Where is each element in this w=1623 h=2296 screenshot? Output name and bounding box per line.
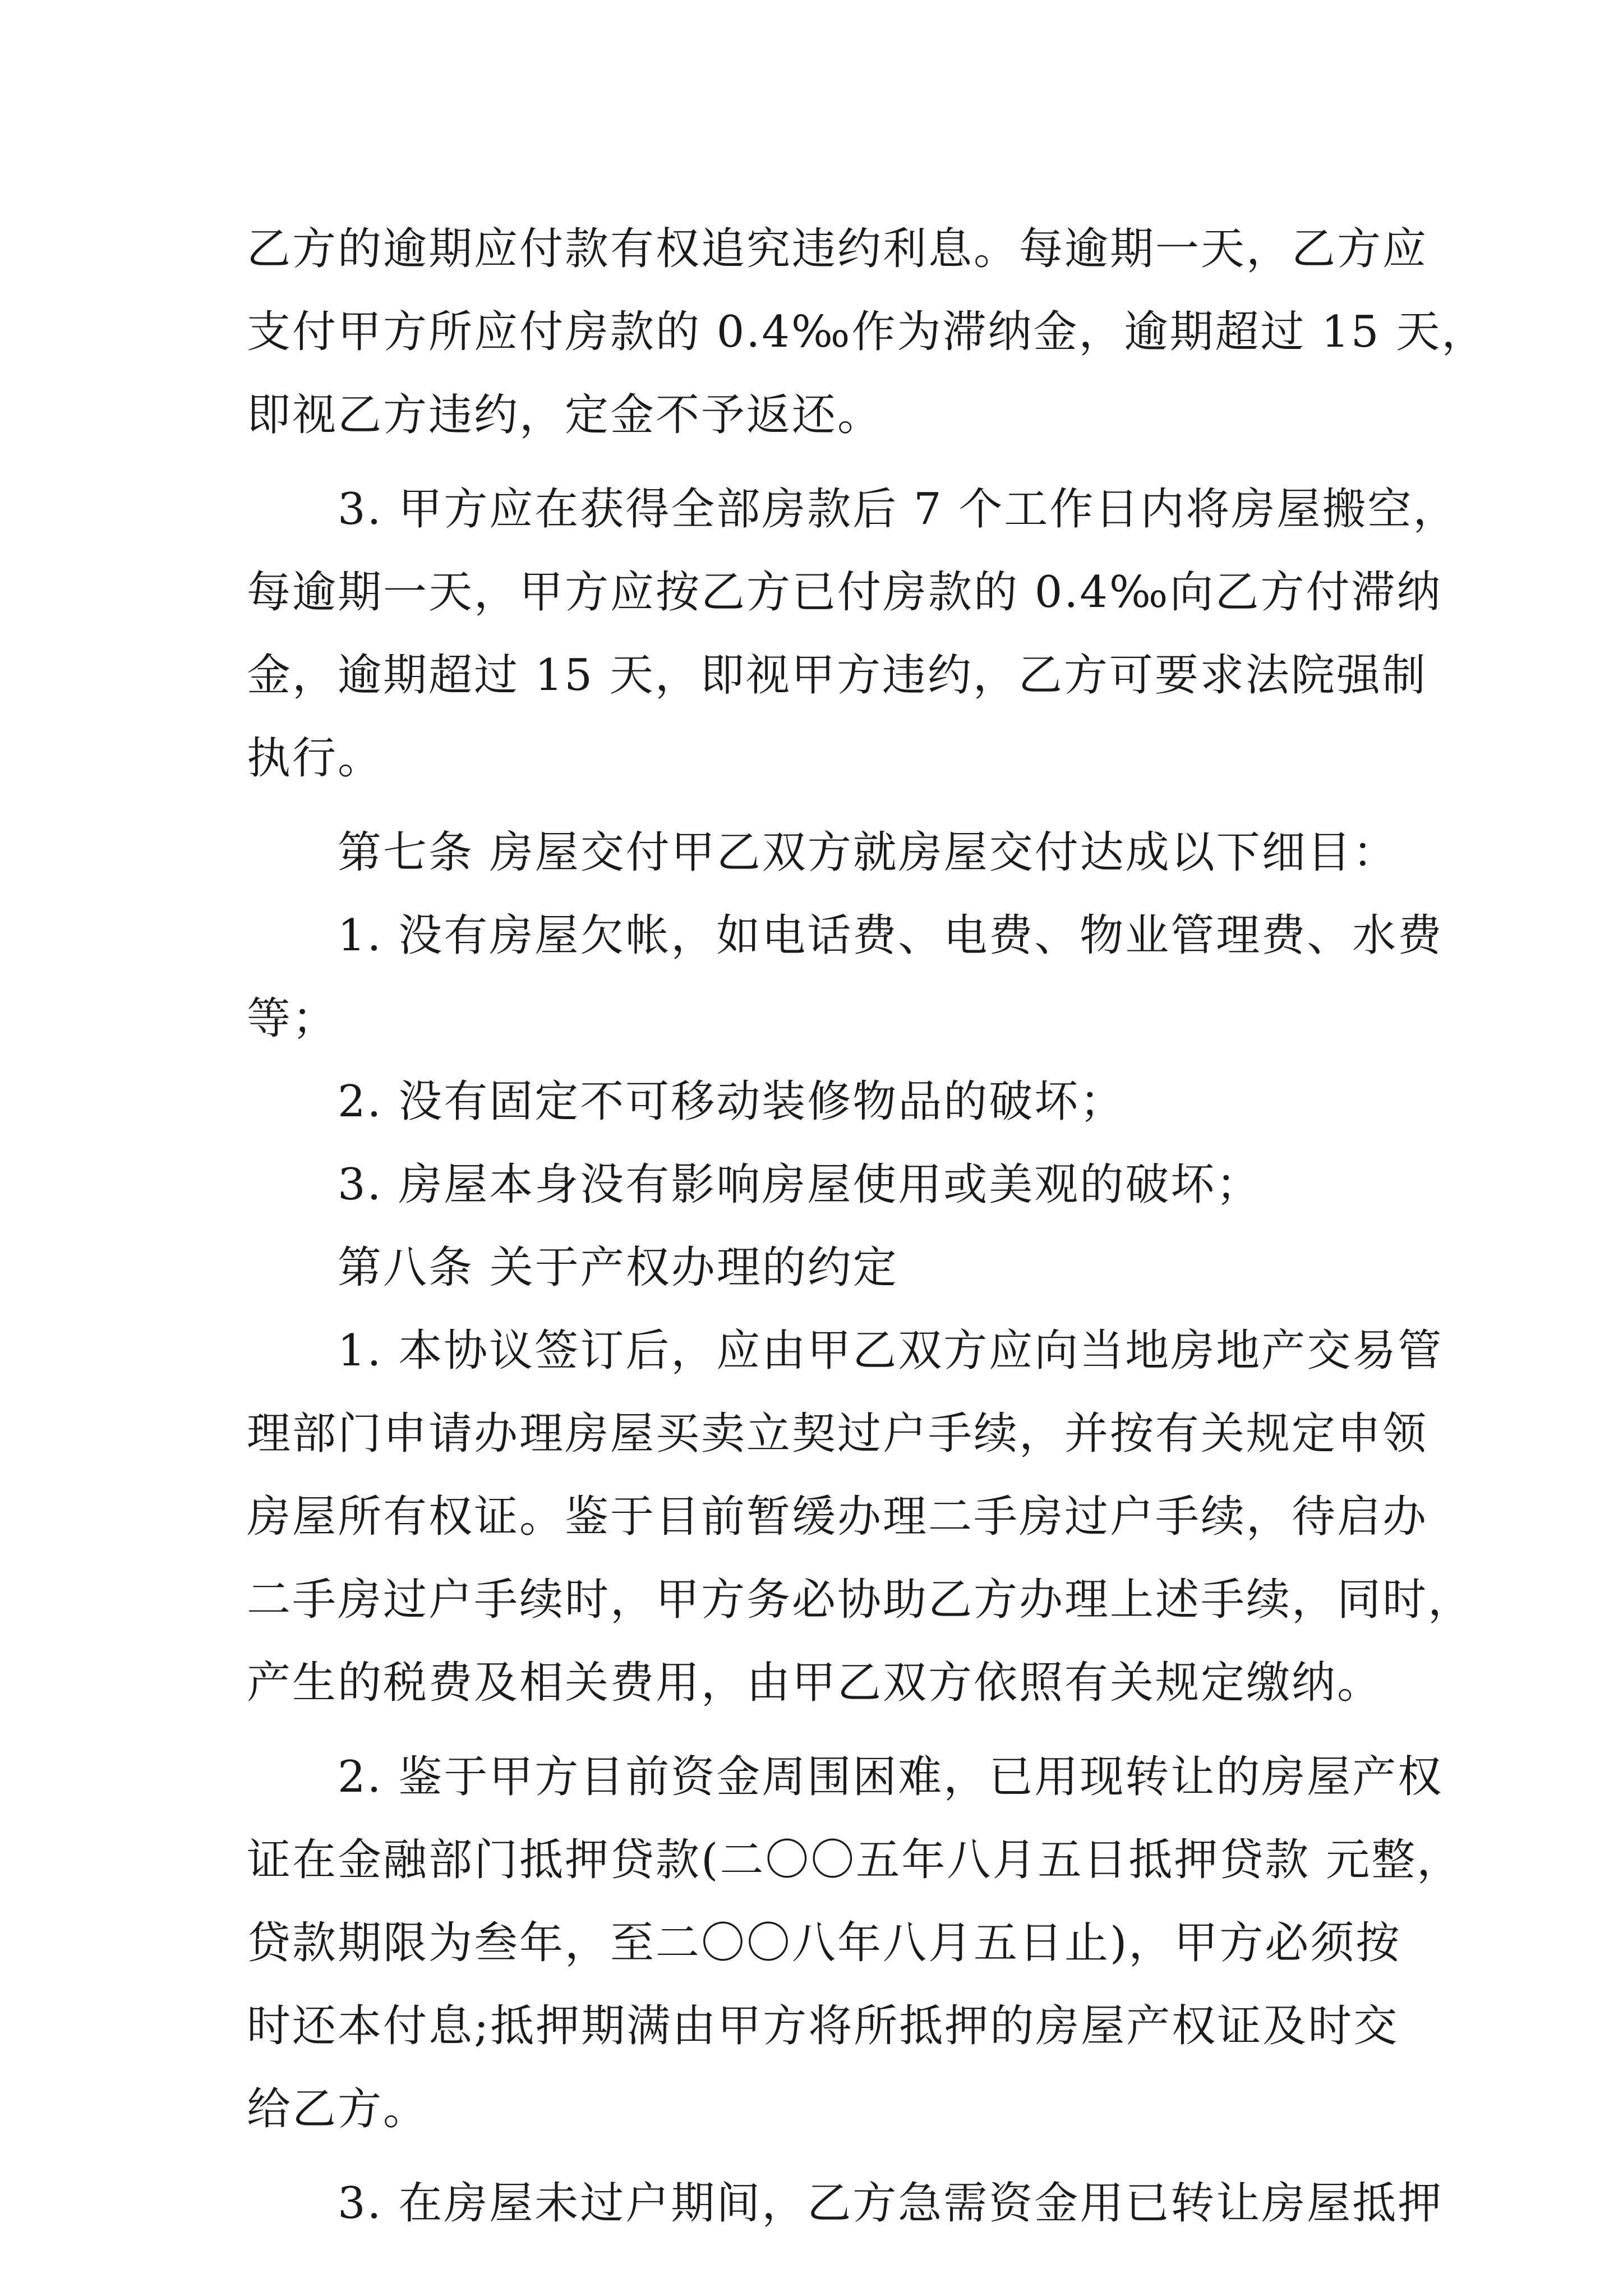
text-line: 房屋所有权证。鉴于目前暂缓办理二手房过户手续，待启办 <box>247 1492 1428 1542</box>
text-line: 1. 没有房屋欠帐，如电话费、电费、物业管理费、水费 <box>338 910 1444 961</box>
text-line: 时还本付息;抵押期满由甲方将所抵押的房屋产权证及时交 <box>247 2001 1399 2051</box>
paragraph <box>247 1226 1391 1309</box>
text-line: 3. 在房屋未过户期间，乙方急需资金用已转让房屋抵押 <box>338 2178 1444 2229</box>
text-line: 1. 本协议签订后，应由甲乙双方应向当地房地产交易管 <box>338 1326 1444 1376</box>
text-line: 第七条 房屋交付甲乙双方就房屋交付达成以下细目： <box>338 827 1398 878</box>
text-line: 贷款期限为叁年，至二〇〇八年八月五日止)，甲方必须按 <box>247 1918 1401 1968</box>
paragraph <box>247 1309 1474 1724</box>
text-line: 证在金融部门抵押贷款(二〇〇五年八月五日抵押贷款 元整， <box>247 1835 1463 1885</box>
paragraph <box>247 1060 1391 1143</box>
paragraph <box>247 894 1444 1060</box>
paragraph <box>247 1143 1391 1226</box>
text-line: 每逾期一天，甲方应按乙方已付房款的 0.4‰向乙方付滞纳 <box>247 567 1442 618</box>
paragraph <box>247 468 1459 800</box>
paragraph <box>247 1736 1463 2151</box>
text-line: 第八条 关于产权办理的约定 <box>338 1243 898 1293</box>
paragraph-gap <box>247 457 1391 468</box>
text-line: 3. 甲方应在获得全部房款后 7 个工作日内将房屋搬空， <box>338 484 1459 535</box>
paragraph-gap <box>247 1724 1391 1736</box>
text-line: 3. 房屋本身没有影响房屋使用或美观的破坏； <box>338 1159 1262 1210</box>
text-line: 2. 鉴于甲方目前资金周围困难，已用现转让的房屋产权 <box>338 1752 1444 1802</box>
text-line: 支付甲方所应付房款的 0.4‰作为滞纳金，逾期超过 15 天， <box>247 307 1487 357</box>
text-line: 二手房过户手续时，甲方务必协助乙方办理上述手续，同时， <box>247 1575 1474 1625</box>
paragraph <box>247 2162 1444 2245</box>
text-line: 给乙方。 <box>247 2084 429 2134</box>
paragraph <box>247 811 1398 894</box>
text-line: 2. 没有固定不可移动装修物品的破坏； <box>338 1076 1126 1127</box>
paragraph-gap <box>247 2151 1391 2162</box>
text-line: 即视乙方违约，定金不予返还。 <box>247 390 883 440</box>
text-line: 产生的税费及相关费用，由甲乙双方依照有关规定缴纳。 <box>247 1658 1383 1708</box>
text-line: 理部门申请办理房屋买卖立契过户手续，并按有关规定申领 <box>247 1409 1428 1459</box>
document-body <box>247 208 1487 2245</box>
text-line: 金，逾期超过 15 天，即视甲方违约，乙方可要求法院强制 <box>247 650 1427 701</box>
text-line: 执行。 <box>247 733 384 784</box>
paragraph <box>247 208 1487 457</box>
text-line: 乙方的逾期应付款有权追究违约利息。每逾期一天，乙方应 <box>247 224 1428 274</box>
text-line: 等； <box>247 993 338 1044</box>
paragraph-gap <box>247 800 1391 811</box>
